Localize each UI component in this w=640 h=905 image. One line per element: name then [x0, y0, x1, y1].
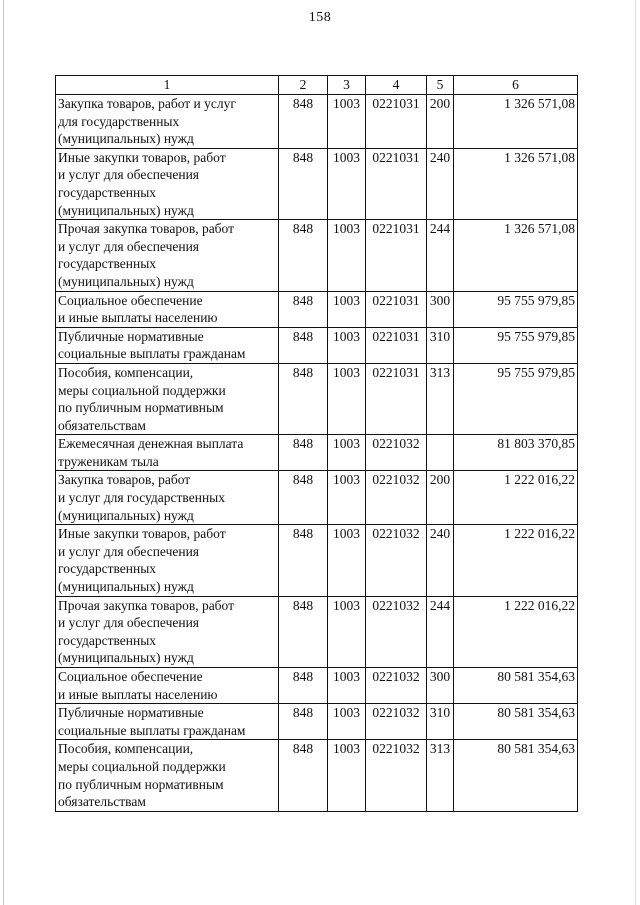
row-section-code: 1003 [328, 740, 366, 811]
row-type-code: 313 [427, 740, 454, 811]
row-sum: 95 755 979,85 [454, 291, 578, 327]
row-name: Социальное обеспечение и иные выплаты населению [56, 291, 279, 327]
row-name: Публичные нормативные социальные выплаты гражданам [56, 704, 279, 740]
row-ministry-code: 848 [279, 740, 328, 811]
row-type-code: 310 [427, 704, 454, 740]
row-section-code: 1003 [328, 95, 366, 149]
row-name: Иные закупки товаров, работ и услуг для обеспечения государственных (муниципальных) нужд [56, 148, 279, 219]
header-col-6: 6 [454, 76, 578, 95]
row-section-code: 1003 [328, 435, 366, 471]
row-name: Ежемесячная денежная выплата труженикам тыла [56, 435, 279, 471]
row-type-code: 244 [427, 596, 454, 667]
row-sum: 80 581 354,63 [454, 668, 578, 704]
row-name: Прочая закупка товаров, работ и услуг для обеспечения государственных (муниципальных) нужд [56, 220, 279, 291]
table-row [56, 740, 578, 811]
row-ministry-code: 848 [279, 525, 328, 596]
header-col-4: 4 [366, 76, 427, 95]
table-row [56, 596, 578, 667]
row-type-code: 300 [427, 668, 454, 704]
row-section-code: 1003 [328, 220, 366, 291]
row-type-code: 244 [427, 220, 454, 291]
row-sum: 1 326 571,08 [454, 95, 578, 149]
row-target-code: 0221032 [366, 704, 427, 740]
row-sum: 95 755 979,85 [454, 327, 578, 363]
row-target-code: 0221031 [366, 148, 427, 219]
row-target-code: 0221032 [366, 471, 427, 525]
table-body [56, 95, 578, 812]
row-target-code: 0221032 [366, 525, 427, 596]
row-ministry-code: 848 [279, 363, 328, 434]
header-row [56, 76, 578, 95]
row-target-code: 0221031 [366, 327, 427, 363]
row-ministry-code: 848 [279, 95, 328, 149]
table-header [56, 76, 578, 95]
table-row [56, 148, 578, 219]
row-sum: 80 581 354,63 [454, 740, 578, 811]
row-sum: 1 326 571,08 [454, 148, 578, 219]
row-sum: 95 755 979,85 [454, 363, 578, 434]
row-type-code: 240 [427, 148, 454, 219]
row-ministry-code: 848 [279, 327, 328, 363]
table-row [56, 363, 578, 434]
row-ministry-code: 848 [279, 291, 328, 327]
row-target-code: 0221031 [366, 363, 427, 434]
table-row [56, 327, 578, 363]
row-target-code: 0221032 [366, 435, 427, 471]
row-type-code: 200 [427, 471, 454, 525]
scan-edge-left [3, 0, 4, 905]
row-name: Закупка товаров, работ и услуг для государственных (муниципальных) нужд [56, 95, 279, 149]
row-ministry-code: 848 [279, 220, 328, 291]
row-ministry-code: 848 [279, 148, 328, 219]
table-row [56, 668, 578, 704]
table-row [56, 471, 578, 525]
row-name: Публичные нормативные социальные выплаты гражданам [56, 327, 279, 363]
row-ministry-code: 848 [279, 435, 328, 471]
row-section-code: 1003 [328, 525, 366, 596]
row-section-code: 1003 [328, 704, 366, 740]
row-name: Социальное обеспечение и иные выплаты населению [56, 668, 279, 704]
table-row [56, 704, 578, 740]
row-sum: 1 222 016,22 [454, 596, 578, 667]
row-type-code [427, 435, 454, 471]
row-target-code: 0221031 [366, 220, 427, 291]
row-section-code: 1003 [328, 327, 366, 363]
row-name: Закупка товаров, работ и услуг для государственных (муниципальных) нужд [56, 471, 279, 525]
row-type-code: 310 [427, 327, 454, 363]
row-ministry-code: 848 [279, 596, 328, 667]
row-sum: 80 581 354,63 [454, 704, 578, 740]
row-ministry-code: 848 [279, 704, 328, 740]
row-type-code: 240 [427, 525, 454, 596]
row-sum: 1 222 016,22 [454, 471, 578, 525]
row-sum: 81 803 370,85 [454, 435, 578, 471]
row-ministry-code: 848 [279, 471, 328, 525]
row-section-code: 1003 [328, 363, 366, 434]
row-target-code: 0221032 [366, 596, 427, 667]
row-type-code: 313 [427, 363, 454, 434]
table-row [56, 435, 578, 471]
header-col-2: 2 [279, 76, 328, 95]
table-row [56, 291, 578, 327]
row-name: Иные закупки товаров, работ и услуг для обеспечения государственных (муниципальных) нужд [56, 525, 279, 596]
row-sum: 1 222 016,22 [454, 525, 578, 596]
table-row [56, 220, 578, 291]
row-section-code: 1003 [328, 668, 366, 704]
row-ministry-code: 848 [279, 668, 328, 704]
row-name: Пособия, компенсации, меры социальной поддержки по публичным нормативным обязательствам [56, 363, 279, 434]
row-name: Прочая закупка товаров, работ и услуг для обеспечения государственных (муниципальных) нужд [56, 596, 279, 667]
row-target-code: 0221032 [366, 740, 427, 811]
row-section-code: 1003 [328, 471, 366, 525]
row-section-code: 1003 [328, 148, 366, 219]
header-col-3: 3 [328, 76, 366, 95]
row-target-code: 0221031 [366, 95, 427, 149]
row-sum: 1 326 571,08 [454, 220, 578, 291]
header-col-1: 1 [56, 76, 279, 95]
scan-edge-right [635, 0, 636, 905]
page-number: 158 [308, 10, 332, 25]
table-row [56, 525, 578, 596]
row-target-code: 0221031 [366, 291, 427, 327]
row-name: Пособия, компенсации, меры социальной поддержки по публичным нормативным обязательствам [56, 740, 279, 811]
row-section-code: 1003 [328, 596, 366, 667]
row-type-code: 200 [427, 95, 454, 149]
row-target-code: 0221032 [366, 668, 427, 704]
budget-table [55, 75, 578, 812]
table-row [56, 95, 578, 149]
header-col-5: 5 [427, 76, 454, 95]
row-section-code: 1003 [328, 291, 366, 327]
row-type-code: 300 [427, 291, 454, 327]
